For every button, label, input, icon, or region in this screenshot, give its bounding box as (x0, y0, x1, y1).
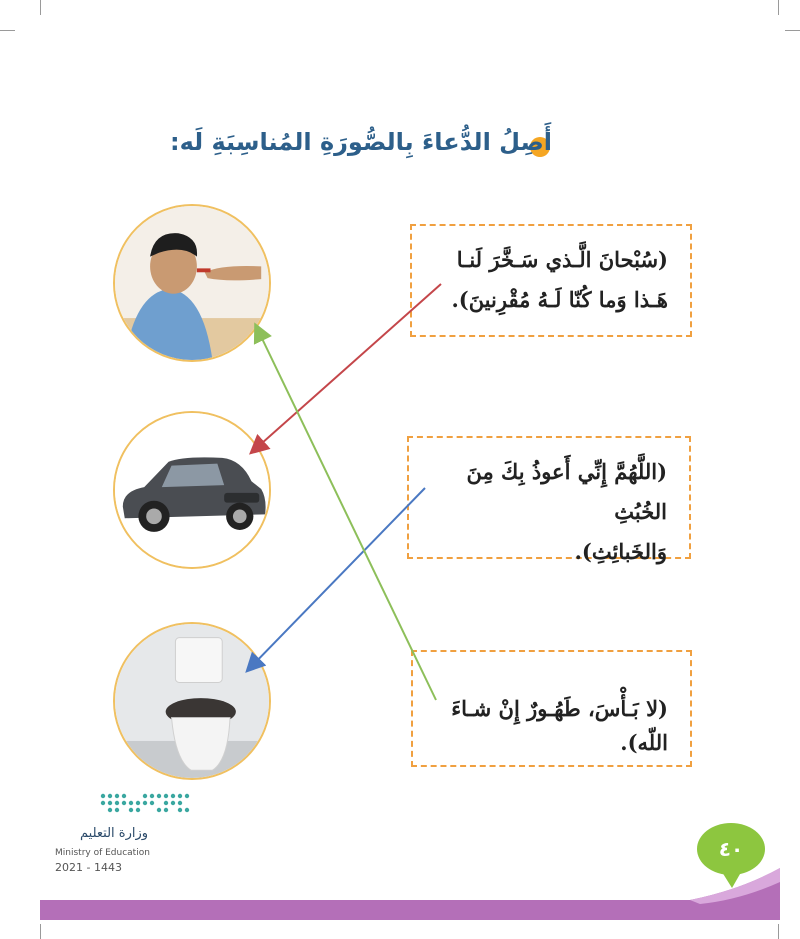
prayer-2-line2: وَالخَبائِثِ). (574, 538, 667, 564)
ministry-logo-icon (55, 790, 195, 824)
ministry-year: 2021 - 1443 (55, 861, 122, 874)
prayer-2-line1: (اللَّهُمَّ إِنِّي أَعوذُ بِكَ مِنَ الخُبُثِ (466, 459, 667, 524)
prayer-1-line1: (سُبْحانَ الَّـذي سَـخَّرَ لَنـا (456, 247, 668, 272)
ministry-name-english: Ministry of Education (55, 848, 150, 858)
page-number-badge: ٤٠ (697, 823, 765, 875)
prayer-3-line1: (لا بَـأْسَ، طَهُـورٌ إِنْ شـاءَ اللّه). (451, 696, 668, 755)
connector-red-arrow (252, 284, 441, 452)
footer-swoosh (0, 860, 800, 939)
exercise-instruction: أَصِلُ الدُّعاءَ بِالصُّورَةِ المُناسِبَةِ لَه: (169, 128, 552, 156)
connector-green-arrow (256, 326, 436, 700)
prayer-1-line2: هَـذا وَما كُنّا لَـهُ مُقْرِنينَ). (451, 286, 668, 312)
ministry-name-arabic: وزارة التعليم (80, 826, 149, 841)
connector-blue-arrow (248, 488, 425, 670)
